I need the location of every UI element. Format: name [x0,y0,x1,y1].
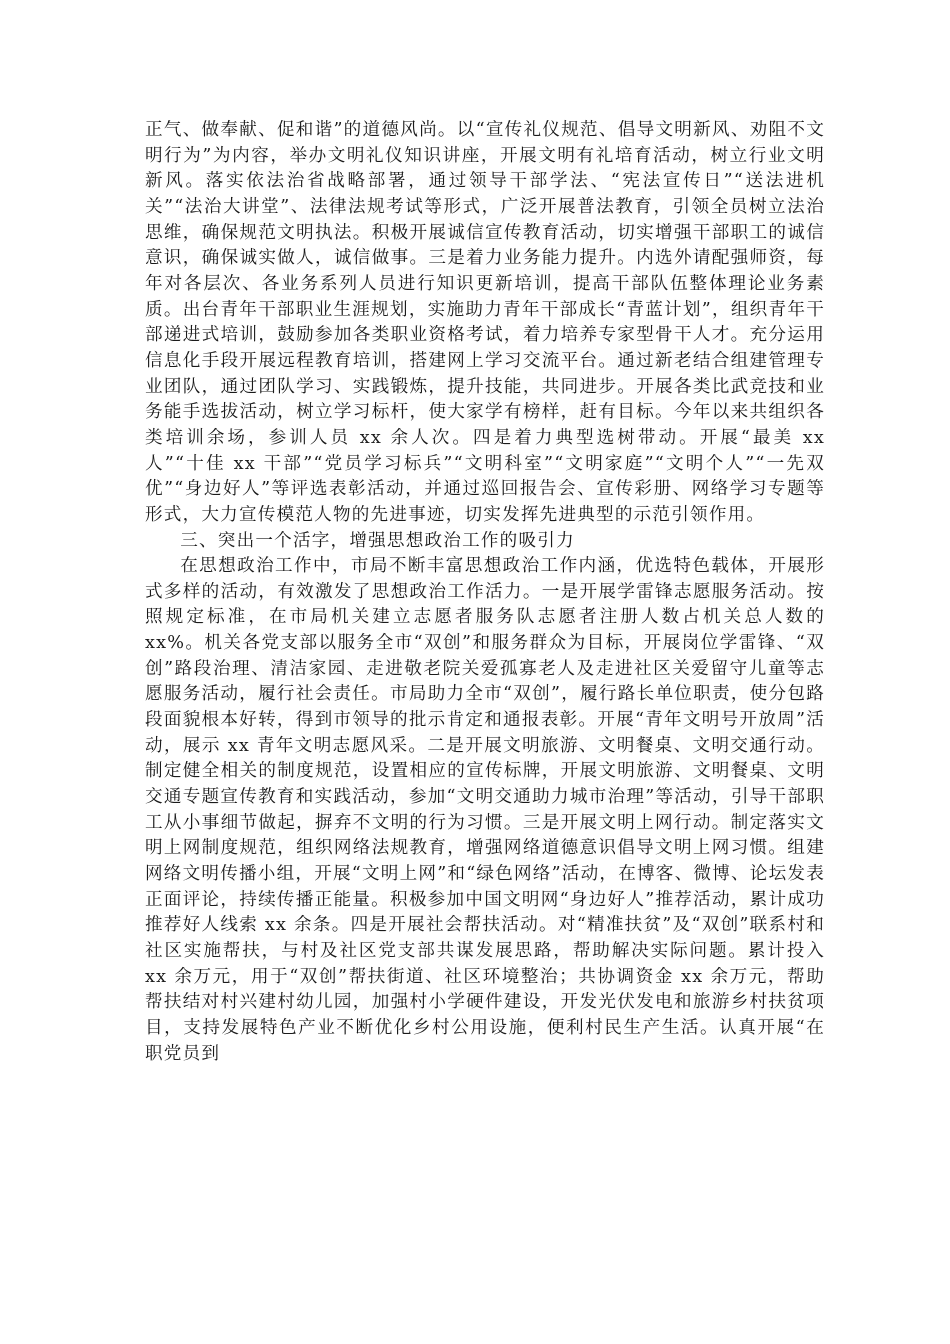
paragraph-body: 在思想政治工作中，市局不断丰富思想政治工作内涵，优选特色载体，开展形式多样的活动，有效激发了思想政治工作活力。一是开展学雷锋志愿服务活动。按照规定标准，在市局机关建立志愿者服务队志愿者注册人数占机关总人数的 xx%。机关各党支部以服务全市“双创”和服务群众为目标，开展岗位学雷锋、“双创”路段治理、清洁家园、走进敬老院关爱孤寡老人及走进社区关爱留守儿童等志愿服务活动，履行社会责任。市局助力全市“双创”，履行路长单位职责，使分包路段面貌根本好转，得到市领导的批示肯定和通报表彰。开展“青年文明号开放周”活动，展示 xx 青年文明志愿风采。二是开展文明旅游、文明餐桌、文明交通行动。制定健全相关的制度规范，设置相应的宣传标牌，开展文明旅游、文明餐桌、文明交通专题宣传教育和实践活动，参加“文明交通助力城市治理”等活动，引导干部职工从小事细节做起，摒弃不文明的行为习惯。三是开展文明上网行动。制定落实文明上网制度规范，组织网络法规教育，增强网络道德意识倡导文明上网习惯。组建网络文明传播小组，开展“文明上网”和“绿色网络”活动，在博客、微博、论坛发表正面评论，持续传播正能量。积极参加中国文明网“身边好人”推荐活动，累计成功推荐好人线索 xx 余条。四是开展社会帮扶活动。对“精准扶贫”及“双创”联系村和社区实施帮扶，与村及社区党支部共谋发展思路，帮助解决实际问题。累计投入 xx 余万元，用于“双创”帮扶街道、社区环境整治；共协调资金 xx 余万元，帮助帮扶结对村兴建村幼儿园，加强村小学硬件建设，开发光伏发电和旅游乡村扶贫项目，支持发展特色产业不断优化乡村公用设施，便利村民生产生活。认真开展“在职党员到 [145,556,825,1064]
document-body [145,118,825,1067]
paragraph-continuation: 正气、做奉献、促和谐”的道德风尚。以“宣传礼仪规范、倡导文明新风、劝阻不文明行为”为内容，举办文明礼仪知识讲座，开展文明有礼培育活动，树立行业文明新风。落实依法治省战略部署，通过领导干部学法、“宪法宣传日”“送法进机关”“法治大讲堂”、法律法规考试等形式，广泛开展普法教育，引领全员树立法治思维，确保规范文明执法。积极开展诚信宣传教育活动，切实增强干部职工的诚信意识，确保诚实做人，诚信做事。三是着力业务能力提升。内选外请配强师资，每年对各层次、各业务系列人员进行知识更新培训，提高干部队伍整体理论业务素质。出台青年干部职业生涯规划，实施助力青年干部成长“青蓝计划”，组织青年干部递进式培训，鼓励参加各类职业资格考试，着力培养专家型骨干人才。充分运用信息化手段开展远程教育培训，搭建网上学习交流平台。通过新老结合组建管理专业团队，通过团队学习、实践锻炼，提升技能，共同进步。开展各类比武竞技和业务能手选拔活动，树立学习标杆，使大家学有榜样，赶有目标。今年以来共组织各类培训余场，参训人员 xx 余人次。四是着力典型选树带动。开展“最美 xx 人”“十佳 xx 干部”“党员学习标兵”“文明科室”“文明家庭”“文明个人”“一先双优”“身边好人”等评选表彰活动，并通过巡回报告会、宣传彩册、网络学习专题等形式，大力宣传模范人物的先进事迹，切实发挥先进典型的示范引领作用。 [145,120,825,525]
section-heading: 三、突出一个活字，增强思想政治工作的吸引力 [180,530,575,551]
